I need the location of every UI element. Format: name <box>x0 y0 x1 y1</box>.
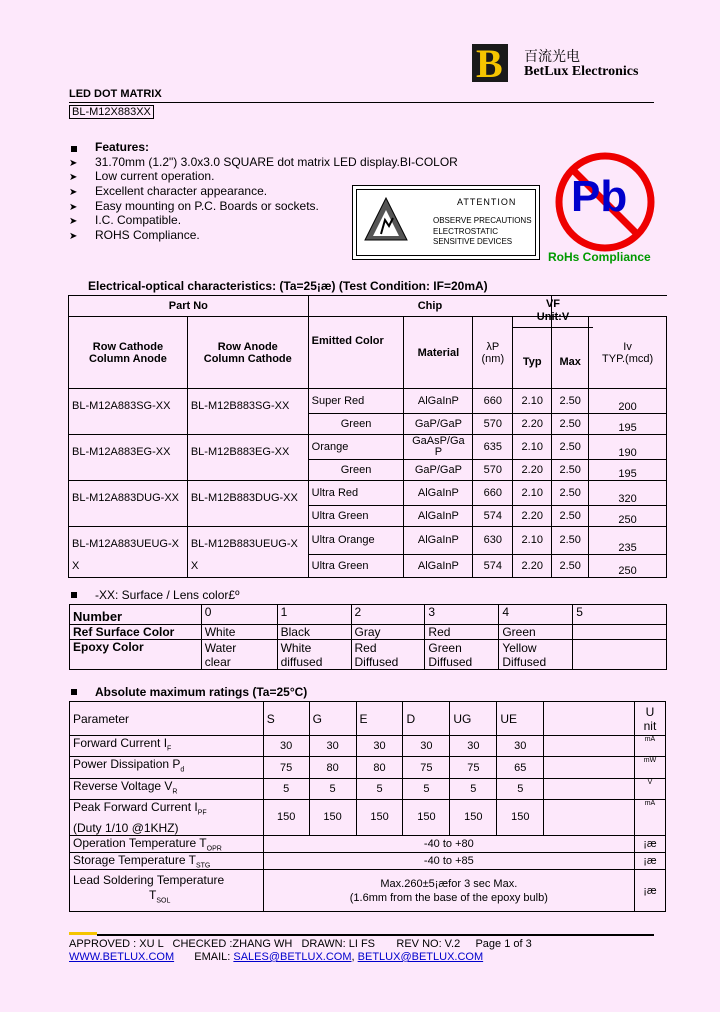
eo-row <box>69 481 667 506</box>
h-partno: Part No <box>69 296 309 317</box>
h-vf-label: VF Unit:V <box>536 298 570 323</box>
storage-temp-label: Storage Temperature $T_{STG}$ <box>70 852 264 869</box>
epoxy-color: Green Diffused <box>425 640 499 670</box>
number-label: Number <box>70 605 202 625</box>
h-max: Max <box>552 317 589 389</box>
iv-typ: 250 <box>589 554 667 577</box>
absmax-value <box>544 736 635 757</box>
vf-typ: 2.10 <box>513 389 552 414</box>
absmax-value: 150 <box>450 800 497 835</box>
esd-warning-icon <box>363 196 409 242</box>
absmax-value: 80 <box>309 757 356 778</box>
absmax-unit: mW <box>634 757 665 778</box>
emitted-color: Super Red <box>308 389 404 414</box>
part-row-cathode: BL-M12A883UEUG-X X <box>69 527 188 578</box>
feature-item: ➤ I.C. Compatible. <box>69 213 182 227</box>
absmax-param: Power Dissipation $P_d$ <box>70 757 264 778</box>
esd-line: SENSITIVE DEVICES <box>433 237 513 246</box>
absmax-row <box>70 778 666 799</box>
vf-typ: 2.20 <box>513 506 552 527</box>
emitted-color: Ultra Green <box>308 554 404 577</box>
absmax-col-header: G <box>309 702 356 736</box>
part-row-cathode: BL-M12A883SG-XX <box>69 389 188 435</box>
esd-title: ATTENTION <box>457 197 517 207</box>
surface-bullet <box>71 592 77 598</box>
absmax-value: 150 <box>309 800 356 835</box>
iv-typ: 250 <box>589 506 667 527</box>
absmax-col-header: UG <box>450 702 497 736</box>
surface-number: 4 <box>499 605 573 625</box>
wavelength: 635 <box>473 435 513 460</box>
absmax-row <box>70 736 666 757</box>
lead-solder-value: Max.260±5¡æfor 3 sec Max. (1.6mm from the base of the epoxy bulb) <box>263 870 634 912</box>
features-heading: Features: <box>95 140 150 154</box>
absmax-value: 5 <box>403 778 450 799</box>
surface-number: 3 <box>425 605 499 625</box>
absmax-unit: mA <box>634 800 665 835</box>
vf-max: 2.50 <box>552 527 589 555</box>
absmax-value: 5 <box>450 778 497 799</box>
absmax-value: 5 <box>356 778 403 799</box>
absmax-col-header: D <box>403 702 450 736</box>
features-bullet <box>71 146 77 152</box>
iv-typ: 195 <box>589 414 667 435</box>
header-rule <box>69 102 654 103</box>
vf-max: 2.50 <box>552 389 589 414</box>
op-temp-label: Operation Temperature $T_{OPR}$ <box>70 835 264 852</box>
pb-symbol: Pb <box>571 172 628 221</box>
vf-max: 2.50 <box>552 481 589 506</box>
op-temp-unit: ¡æ <box>634 835 665 852</box>
wavelength: 570 <box>473 414 513 435</box>
email-label: EMAIL: <box>194 951 231 963</box>
emitted-color: Ultra Orange <box>308 527 404 555</box>
emitted-color: Ultra Red <box>308 481 404 506</box>
feature-item: ➤ Low current operation. <box>69 169 215 183</box>
material: GaP/GaP <box>404 460 473 481</box>
absmax-param: Peak Forward Current $I_{PF}$ (Duty 1/10 @1KHZ) <box>70 800 264 835</box>
material: AlGaInP <box>404 506 473 527</box>
material: AlGaInP <box>404 527 473 555</box>
eo-row <box>69 435 667 460</box>
wavelength: 630 <box>473 527 513 555</box>
absmax-row <box>70 757 666 778</box>
vf-typ: 2.20 <box>513 460 552 481</box>
iv-typ: 195 <box>589 460 667 481</box>
absmax-value <box>544 800 635 835</box>
absmax-value: 5 <box>263 778 309 799</box>
absmax-value: 75 <box>450 757 497 778</box>
ref-surface-color: Gray <box>351 625 425 640</box>
footer-accent <box>69 932 97 935</box>
eo-row <box>69 527 667 555</box>
rohs-label: RoHs Compliance <box>548 250 651 264</box>
absmax-heading: Absolute maximum ratings (Ta=25°C) <box>95 685 308 699</box>
footer-approval: APPROVED : XU L CHECKED :ZHANG WH DRAWN: LI FS REV NO: V.2 Page 1 of 3 <box>69 938 532 950</box>
vf-max: 2.50 <box>552 414 589 435</box>
vf-max: 2.50 <box>552 506 589 527</box>
absmax-value: 150 <box>356 800 403 835</box>
h-lambda: λP (nm) <box>473 317 513 389</box>
h-typ: Typ <box>513 317 552 389</box>
feature-item: ➤ Easy mounting on P.C. Boards or sockets. <box>69 199 319 213</box>
material: GaP/GaP <box>404 414 473 435</box>
feature-item: ➤ Excellent character appearance. <box>69 184 268 198</box>
epoxy-color <box>573 640 667 670</box>
ref-surface-color: Black <box>277 625 351 640</box>
lead-solder-label: Lead Soldering Temperature $T_{SOL}$ <box>70 870 264 912</box>
absmax-unit: mA <box>634 736 665 757</box>
iv-typ: 320 <box>589 481 667 506</box>
storage-temp-value: -40 to +85 <box>263 852 634 869</box>
wavelength: 570 <box>473 460 513 481</box>
h-row-anode: Row Anode Column Cathode <box>187 317 308 389</box>
part-number: BL-M12X883XX <box>69 105 154 119</box>
absmax-value: 80 <box>356 757 403 778</box>
epoxy-color: Water clear <box>201 640 277 670</box>
feature-item: ➤ ROHS Compliance. <box>69 228 200 242</box>
part-row-anode: BL-M12B883SG-XX <box>187 389 308 435</box>
part-row-anode: BL-M12B883DUG-XX <box>187 481 308 527</box>
h-chip: Chip <box>308 296 552 317</box>
vf-unit-rule <box>513 327 593 328</box>
h-iv: Iv TYP.(mcd) <box>589 317 667 389</box>
wavelength: 574 <box>473 506 513 527</box>
absmax-value: 30 <box>263 736 309 757</box>
vf-typ: 2.20 <box>513 414 552 435</box>
surface-number: 5 <box>573 605 667 625</box>
esd-attention-box <box>352 185 540 260</box>
vf-max: 2.50 <box>552 554 589 577</box>
ref-surface-label: Ref Surface Color <box>70 625 202 640</box>
surface-number: 2 <box>351 605 425 625</box>
absmax-value: 30 <box>450 736 497 757</box>
vf-typ: 2.10 <box>513 481 552 506</box>
iv-typ: 200 <box>589 389 667 414</box>
wavelength: 660 <box>473 481 513 506</box>
epoxy-color: White diffused <box>277 640 351 670</box>
esd-line: ELECTROSTATIC <box>433 227 499 236</box>
surface-heading: -XX: Surface / Lens color£º <box>95 588 240 602</box>
absmax-value: 75 <box>403 757 450 778</box>
h-material: Material <box>404 317 473 389</box>
part-row-cathode: BL-M12A883DUG-XX <box>69 481 188 527</box>
logo-chinese: 百流光电 <box>524 49 580 65</box>
ref-surface-color: White <box>201 625 277 640</box>
absmax-table <box>69 701 666 912</box>
emitted-color: Green <box>308 460 404 481</box>
vf-typ: 2.10 <box>513 435 552 460</box>
op-temp-value: -40 to +80 <box>263 835 634 852</box>
eo-table <box>68 295 667 578</box>
ref-surface-color: Green <box>499 625 573 640</box>
absmax-bullet <box>71 689 77 695</box>
iv-typ: 235 <box>589 527 667 555</box>
emitted-color: Orange <box>308 435 404 460</box>
param-header: Parameter <box>70 702 264 736</box>
absmax-value: 30 <box>497 736 544 757</box>
part-row-anode: BL-M12B883EG-XX <box>187 435 308 481</box>
epoxy-label: Epoxy Color <box>70 640 202 670</box>
vf-max: 2.50 <box>552 435 589 460</box>
absmax-param: Reverse Voltage $V_R$ <box>70 778 264 799</box>
footer-contact: WWW.BETLUX.COM EMAIL: SALES@BETLUX.COM, BETLUX@BETLUX.COM <box>69 951 484 963</box>
eo-row <box>69 389 667 414</box>
surface-number: 0 <box>201 605 277 625</box>
material: AlGaInP <box>404 481 473 506</box>
absmax-param: Forward Current $I_F$ <box>70 736 264 757</box>
h-emitted: Emitted Color <box>308 317 404 389</box>
h-row-cathode: Row Cathode Column Anode <box>69 317 188 389</box>
sales-email-link[interactable]: SALES@BETLUX.COM <box>233 951 352 963</box>
absmax-value: 65 <box>497 757 544 778</box>
absmax-value: 5 <box>309 778 356 799</box>
logo-company: BetLux Electronics <box>524 64 639 79</box>
storage-temp-unit: ¡æ <box>634 852 665 869</box>
absmax-value: 150 <box>403 800 450 835</box>
vf-typ: 2.10 <box>513 527 552 555</box>
absmax-value: 150 <box>263 800 309 835</box>
part-row-anode: BL-M12B883UEUG-X X <box>187 527 308 578</box>
absmax-col-header <box>544 702 635 736</box>
doc-title: LED DOT MATRIX <box>69 88 162 100</box>
absmax-unit: V <box>634 778 665 799</box>
wavelength: 574 <box>473 554 513 577</box>
absmax-value <box>544 757 635 778</box>
wavelength: 660 <box>473 389 513 414</box>
epoxy-color: Red Diffused <box>351 640 425 670</box>
vf-max: 2.50 <box>552 460 589 481</box>
absmax-value <box>544 778 635 799</box>
vf-typ: 2.20 <box>513 554 552 577</box>
material: AlGaInP <box>404 554 473 577</box>
absmax-col-header: S <box>263 702 309 736</box>
betlux-email-link[interactable]: BETLUX@BETLUX.COM <box>357 951 484 963</box>
absmax-value: 30 <box>309 736 356 757</box>
material: GaAsP/Ga P <box>404 435 473 460</box>
absmax-col-header: E <box>356 702 403 736</box>
absmax-value: 30 <box>403 736 450 757</box>
epoxy-color: Yellow Diffused <box>499 640 573 670</box>
absmax-col-header: UE <box>497 702 544 736</box>
absmax-value: 5 <box>497 778 544 799</box>
esd-line: OBSERVE PRECAUTIONS <box>433 216 532 225</box>
logo <box>470 42 660 87</box>
absmax-value: 150 <box>497 800 544 835</box>
lead-solder-unit: ¡æ <box>634 870 665 912</box>
eo-heading: Electrical-optical characteristics: (Ta=25¡æ) (Test Condition: IF=20mA) <box>88 279 488 293</box>
footer-rule <box>97 934 654 936</box>
emitted-color: Ultra Green <box>308 506 404 527</box>
ref-surface-color <box>573 625 667 640</box>
emitted-color: Green <box>308 414 404 435</box>
website-link[interactable]: WWW.BETLUX.COM <box>69 951 175 963</box>
iv-typ: 190 <box>589 435 667 460</box>
surface-number: 1 <box>277 605 351 625</box>
feature-item: ➤ 31.70mm (1.2") 3.0x3.0 SQUARE dot matrix LED display.BI-COLOR <box>69 155 458 169</box>
absmax-row <box>70 800 666 835</box>
part-row-cathode: BL-M12A883EG-XX <box>69 435 188 481</box>
absmax-value: 75 <box>263 757 309 778</box>
material: AlGaInP <box>404 389 473 414</box>
absmax-value: 30 <box>356 736 403 757</box>
logo-mark-letter: B <box>476 41 503 86</box>
unit-header: U nit <box>634 702 665 736</box>
ref-surface-color: Red <box>425 625 499 640</box>
surface-table <box>69 604 667 670</box>
